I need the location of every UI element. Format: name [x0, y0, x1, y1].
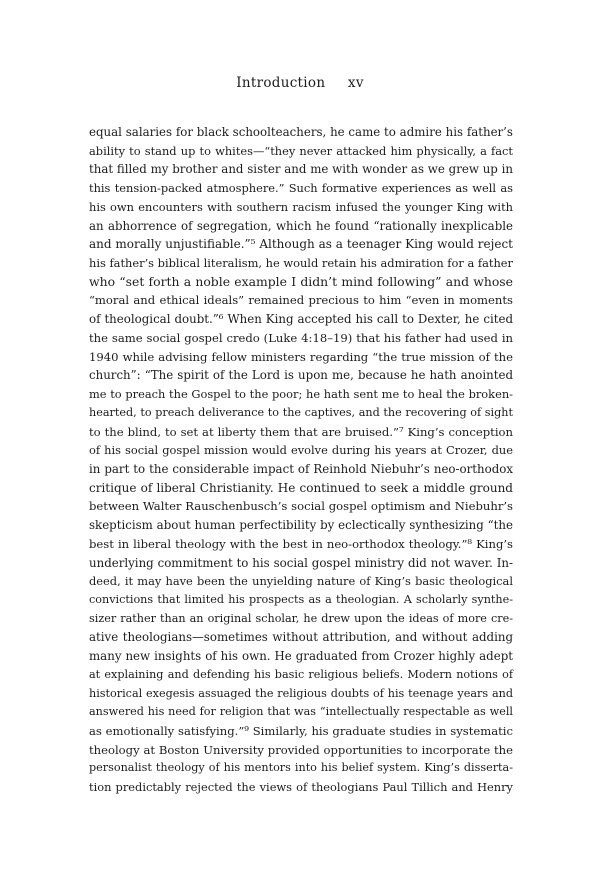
text-line: who “set forth a noble example I didn’t mind following” and whose — [89, 273, 513, 289]
text-line: church”: “The spirit of the Lord is upon me, because he hath anointed — [89, 368, 513, 383]
text-line: sizer rather than an original scholar, he drew upon the ideas of more cre- — [89, 611, 513, 625]
running-head — [0, 75, 600, 91]
text-line: theology at Boston University provided opportunities to incorporate the — [89, 742, 513, 757]
text-line: me to preach the Gospel to the poor; he hath sent me to heal the broken- — [89, 387, 513, 402]
text-line: in part to the considerable impact of Reinhold Niebuhr’s neo-orthodox — [89, 461, 513, 476]
text-line: historical exegesis assuaged the religious doubts of his teenage years and — [89, 686, 513, 700]
page-number: xv — [347, 75, 364, 91]
text-line: 1940 while advising fellow ministers regarding “the true mission of the — [89, 349, 513, 364]
text-line: of theological doubt.”⁶ When King accepted his call to Dexter, he cited — [89, 312, 513, 327]
text-line: critique of liberal Christianity. He continued to seek a middle ground — [89, 480, 513, 495]
text-line: skepticism about human perfectibility by eclectically synthesizing “the — [89, 518, 513, 533]
text-line: “moral and ethical ideals” remained precious to him “even in moments — [89, 293, 513, 308]
text-line: and morally unjustifiable.”⁵ Although as a teenager King would reject — [89, 237, 513, 252]
text-line: his own encounters with southern racism infused the younger King with — [89, 199, 513, 214]
text-line: of his social gospel mission would evolve during his years at Crozer, due — [89, 443, 513, 458]
chapter-title: Introduction — [236, 75, 326, 91]
text-line: as emotionally satisfying.”⁹ Similarly, his graduate studies in systematic — [89, 724, 513, 738]
text-line: tion predictably rejected the views of theologians Paul Tillich and Henry — [89, 780, 513, 795]
text-line: best in liberal theology with the best in neo-orthodox theology.”⁸ King’s — [89, 536, 513, 551]
body-text — [89, 123, 513, 797]
text-line: that filled my brother and sister and me with wonder as we grew up in — [89, 162, 513, 177]
text-line: the same social gospel credo (Luke 4:18–19) that his father had used in — [89, 330, 513, 345]
text-line: answered his need for religion that was “intellectually respectable as well — [89, 705, 513, 719]
text-line: between Walter Rauschenbusch’s social gospel optimism and Niebuhr’s — [89, 499, 513, 514]
text-line: personalist theology of his mentors into his belief system. King’s disserta- — [89, 761, 513, 775]
text-line: at explaining and defending his basic religious beliefs. Modern notions of — [89, 667, 513, 681]
text-line: his father’s biblical literalism, he would retain his admiration for a father — [89, 256, 513, 271]
text-line: convictions that limited his prospects as a theologian. A scholarly synthe- — [89, 592, 513, 606]
text-line: to the blind, to set at liberty them that are bruised.”⁷ King’s conception — [89, 424, 513, 439]
text-line: ability to stand up to whites—“they never attacked him physically, a fact — [89, 143, 513, 158]
text-line: this tension-packed atmosphere.” Such formative experiences as well as — [89, 181, 513, 196]
text-line: hearted, to preach deliverance to the captives, and the recovering of sight — [89, 405, 513, 419]
text-line: many new insights of his own. He graduated from Crozer highly adept — [89, 649, 513, 664]
text-line: deed, it may have been the unyielding nature of King’s basic theological — [89, 574, 513, 589]
text-line: equal salaries for black schoolteachers, he came to admire his father’s — [89, 125, 513, 139]
text-line: ative theologians—sometimes without attribution, and without adding — [89, 630, 513, 645]
text-line: an abhorrence of segregation, which he found “rationally inexplicable — [89, 218, 513, 233]
text-line: underlying commitment to his social gospel ministry did not waver. In- — [89, 555, 513, 570]
